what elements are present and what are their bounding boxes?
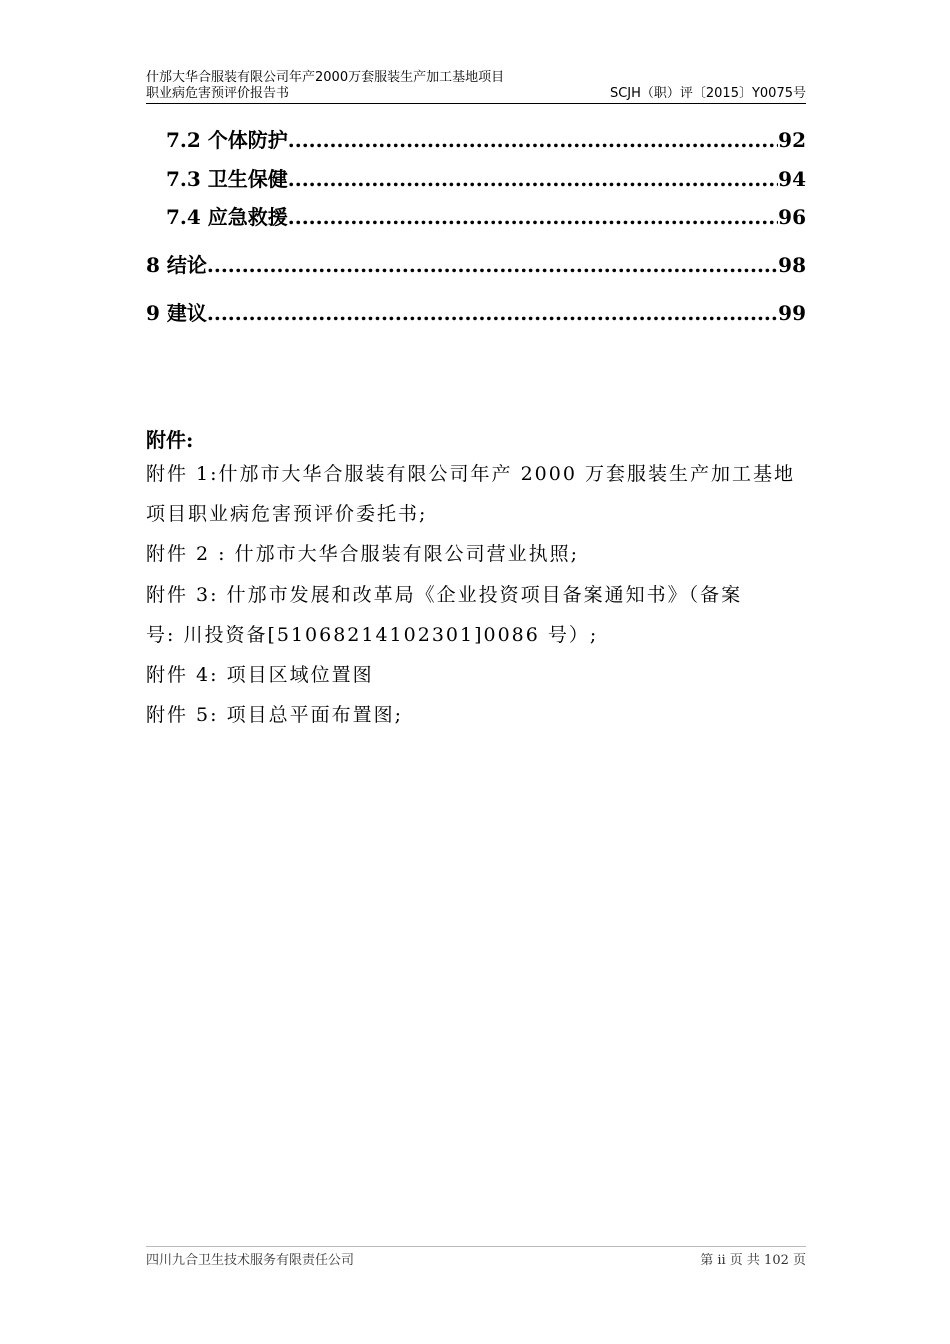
page-footer (146, 1246, 806, 1268)
toc-entry-label: 7.3 卫生保健 (166, 167, 288, 191)
attachment-line: 附件 3: 什邡市发展和改革局《企业投资项目备案通知书》（备案 (146, 584, 743, 606)
attachment-line: 附件 5: 项目总平面布置图; (146, 704, 403, 726)
page-header (146, 70, 806, 102)
toc-entry-page: 98 (778, 253, 806, 277)
footer-page-info: 第 ii 页 共 102 页 (700, 1253, 806, 1268)
toc-leader-dots (288, 205, 778, 229)
attachment-line: 项目职业病危害预评价委托书; (146, 503, 428, 525)
header-title-line1: 什邡大华合服装有限公司年产2000万套服装生产加工基地项目 (146, 70, 505, 85)
toc-entry-label: 7.4 应急救援 (166, 205, 288, 229)
toc-entry-page: 92 (778, 128, 806, 152)
toc-entry-label: 7.2 个体防护 (166, 128, 288, 152)
toc-entry[interactable] (146, 297, 806, 326)
attachment-line: 附件 2 : 什邡市大华合服装有限公司营业执照; (146, 543, 580, 565)
attachments-heading: 附件: (146, 428, 194, 452)
attachment-line: 附件 1:什邡市大华合服装有限公司年产 2000 万套服装生产加工基地 (146, 463, 795, 485)
toc-entry[interactable] (166, 124, 806, 153)
toc-leader-dots (288, 167, 778, 191)
toc-leader-dots (207, 301, 778, 325)
header-title-line2: 职业病危害预评价报告书 (146, 86, 290, 101)
toc-entry[interactable] (146, 249, 806, 278)
attachment-line: 附件 4: 项目区域位置图 (146, 664, 374, 686)
attachment-line: 号: 川投资备[51068214102301]0086 号）; (146, 624, 599, 646)
footer-company: 四川九合卫生技术服务有限责任公司 (146, 1253, 355, 1268)
toc-entry[interactable] (166, 163, 806, 192)
toc-entry-page: 94 (778, 167, 806, 191)
toc-entry-label: 8 结论 (146, 253, 207, 277)
toc-entry-page: 96 (778, 205, 806, 229)
header-doc-number: SCJH（职）评〔2015〕Y0075号 (609, 86, 806, 101)
toc-leader-dots (288, 128, 778, 152)
header-rule (146, 103, 806, 104)
toc-leader-dots (207, 253, 778, 277)
toc-entry-page: 99 (778, 301, 806, 325)
toc-entry-label: 9 建议 (146, 301, 207, 325)
header-row2 (146, 86, 806, 102)
toc-entry[interactable] (166, 201, 806, 230)
